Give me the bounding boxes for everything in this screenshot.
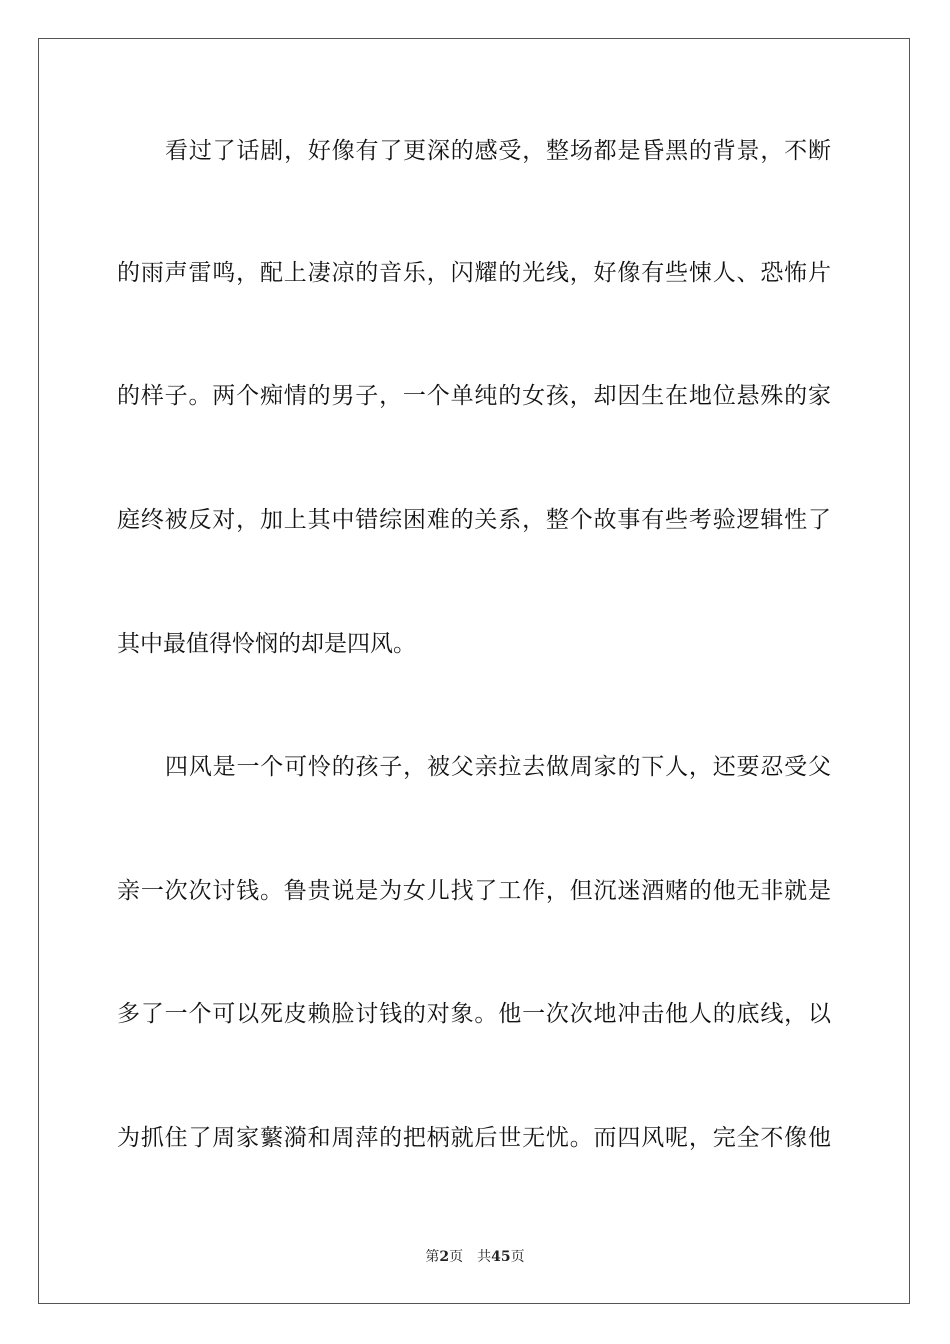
- total-suffix: 页: [510, 1249, 525, 1265]
- text-line: 庭终被反对，加上其中错综困难的关系，整个故事有些考验逻辑性了: [117, 507, 831, 533]
- text-line: 多了一个可以死皮赖脸讨钱的对象。他一次次地冲击他人的底线，以: [117, 1001, 831, 1027]
- text-line: 为抓住了周家蘩漪和周萍的把柄就后世无忧。而四风呢，完全不像他: [117, 1125, 831, 1151]
- total-pages: 45: [491, 1249, 511, 1265]
- text-line: 的雨声雷鸣，配上凄凉的音乐，闪耀的光线，好像有些悚人、恐怖片: [117, 260, 831, 286]
- page-prefix: 第: [425, 1249, 440, 1265]
- text-line: 其中最值得怜悯的却是四风。: [117, 631, 416, 657]
- page-footer: [0, 1248, 950, 1266]
- text-line: 四风是一个可怜的孩子，被父亲拉去做周家的下人，还要忍受父: [165, 754, 831, 780]
- page-suffix: 页: [449, 1249, 464, 1265]
- text-line: 亲一次次讨钱。鲁贵说是为女儿找了工作，但沉迷酒赌的他无非就是: [117, 878, 831, 904]
- page-border: [38, 38, 910, 1304]
- page-number: 2: [439, 1249, 450, 1265]
- text-line: 看过了话剧，好像有了更深的感受，整场都是昏黑的背景，不断: [165, 138, 831, 164]
- text-line: 的样子。两个痴情的男子，一个单纯的女孩，却因生在地位悬殊的家: [117, 383, 831, 409]
- total-prefix: 共: [477, 1249, 492, 1265]
